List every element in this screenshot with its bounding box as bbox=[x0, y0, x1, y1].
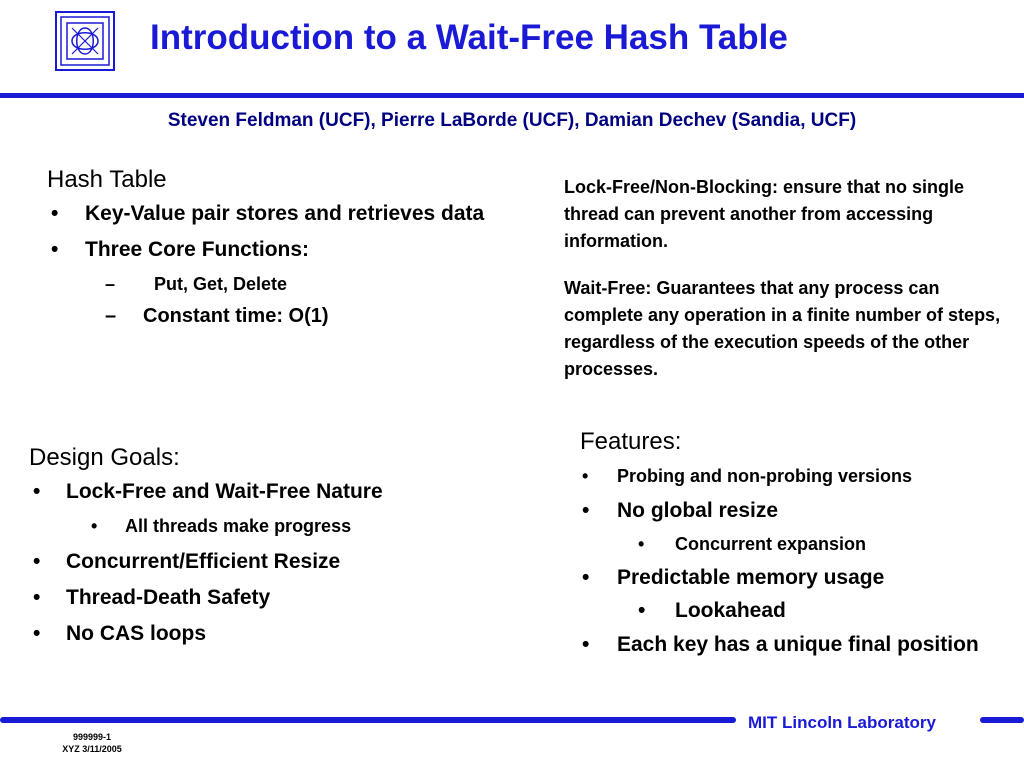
list-item-text: Thread-Death Safety bbox=[66, 586, 271, 609]
list-item bbox=[47, 236, 527, 263]
list-item-text: Lock-Free and Wait-Free Nature bbox=[66, 480, 383, 503]
bullet-icon: • bbox=[51, 202, 59, 225]
bullet-icon: • bbox=[582, 633, 590, 656]
list-item bbox=[29, 478, 529, 505]
list-item bbox=[580, 497, 1020, 525]
lock-free-definition: Lock-Free/Non-Blocking: ensure that no single thread can prevent another from accessing information. bbox=[564, 177, 965, 251]
bullet-icon: • bbox=[582, 566, 590, 589]
page-title: Introduction to a Wait-Free Hash Table bbox=[150, 18, 788, 57]
list-item bbox=[29, 548, 529, 575]
definitions-section bbox=[564, 174, 1019, 403]
bullet-icon: • bbox=[638, 534, 645, 554]
bullet-icon: • bbox=[638, 599, 646, 622]
bullet-icon: • bbox=[51, 238, 59, 261]
list-item bbox=[580, 564, 1020, 592]
list-item-text: No global resize bbox=[617, 499, 779, 522]
sub-list-item-text: Constant time: O(1) bbox=[143, 305, 329, 327]
list-item-text: Each key has a unique final position bbox=[617, 633, 979, 656]
sub-list-item-text: All threads make progress bbox=[125, 516, 352, 536]
footer-code-number: 999999-1 bbox=[72, 732, 112, 742]
title-divider bbox=[0, 93, 1024, 98]
sub-list-item-text: Concurrent expansion bbox=[675, 534, 867, 554]
list-item bbox=[47, 200, 527, 227]
features-heading: Features: bbox=[580, 428, 682, 455]
footer-code bbox=[58, 731, 126, 755]
sub-list-item bbox=[580, 599, 1020, 623]
sub-list-item-text: Lookahead bbox=[675, 599, 786, 622]
list-item bbox=[29, 620, 529, 647]
bullet-icon: • bbox=[582, 466, 589, 486]
list-item bbox=[29, 584, 529, 611]
footer-divider-left bbox=[0, 717, 736, 723]
list-item-text: Key-Value pair stores and retrieves data bbox=[85, 202, 485, 225]
sub-list-item bbox=[47, 272, 527, 296]
sub-list-item bbox=[580, 532, 1020, 556]
list-item-text: No CAS loops bbox=[66, 622, 206, 645]
list-item-text: Predictable memory usage bbox=[617, 566, 885, 589]
hash-table-heading: Hash Table bbox=[47, 166, 167, 193]
sub-list-item bbox=[47, 304, 527, 328]
sub-list-item bbox=[29, 514, 529, 538]
sub-list-item-text: Put, Get, Delete bbox=[149, 274, 288, 294]
hash-table-section bbox=[47, 166, 527, 336]
bullet-icon: • bbox=[91, 516, 98, 536]
wait-free-definition: Wait-Free: Guarantees that any process can complete any operation in a finite number of steps, regardless of the execution speeds of the other processes. bbox=[564, 278, 1001, 379]
footer-code-date: XYZ 3/11/2005 bbox=[62, 744, 122, 754]
list-item-text: Three Core Functions: bbox=[85, 238, 310, 261]
list-item bbox=[580, 462, 1020, 490]
lincoln-lab-logo-icon bbox=[54, 10, 116, 72]
design-goals-section bbox=[29, 444, 529, 656]
footer-lab-name: MIT Lincoln Laboratory bbox=[748, 713, 936, 732]
dash-icon: – bbox=[105, 305, 117, 327]
list-item-text: Concurrent/Efficient Resize bbox=[66, 550, 341, 573]
features-section bbox=[580, 428, 1020, 666]
footer-divider-right bbox=[980, 717, 1024, 723]
bullet-icon: • bbox=[33, 480, 41, 503]
list-item-text: Probing and non-probing versions bbox=[617, 466, 912, 486]
list-item bbox=[580, 631, 1020, 659]
design-goals-heading: Design Goals: bbox=[29, 444, 180, 471]
bullet-icon: • bbox=[33, 586, 41, 609]
authors-line: Steven Feldman (UCF), Pierre LaBorde (UCF), Damian Dechev (Sandia, UCF) bbox=[167, 110, 857, 131]
dash-icon: – bbox=[105, 274, 116, 294]
bullet-icon: • bbox=[33, 550, 41, 573]
bullet-icon: • bbox=[582, 499, 590, 522]
bullet-icon: • bbox=[33, 622, 41, 645]
